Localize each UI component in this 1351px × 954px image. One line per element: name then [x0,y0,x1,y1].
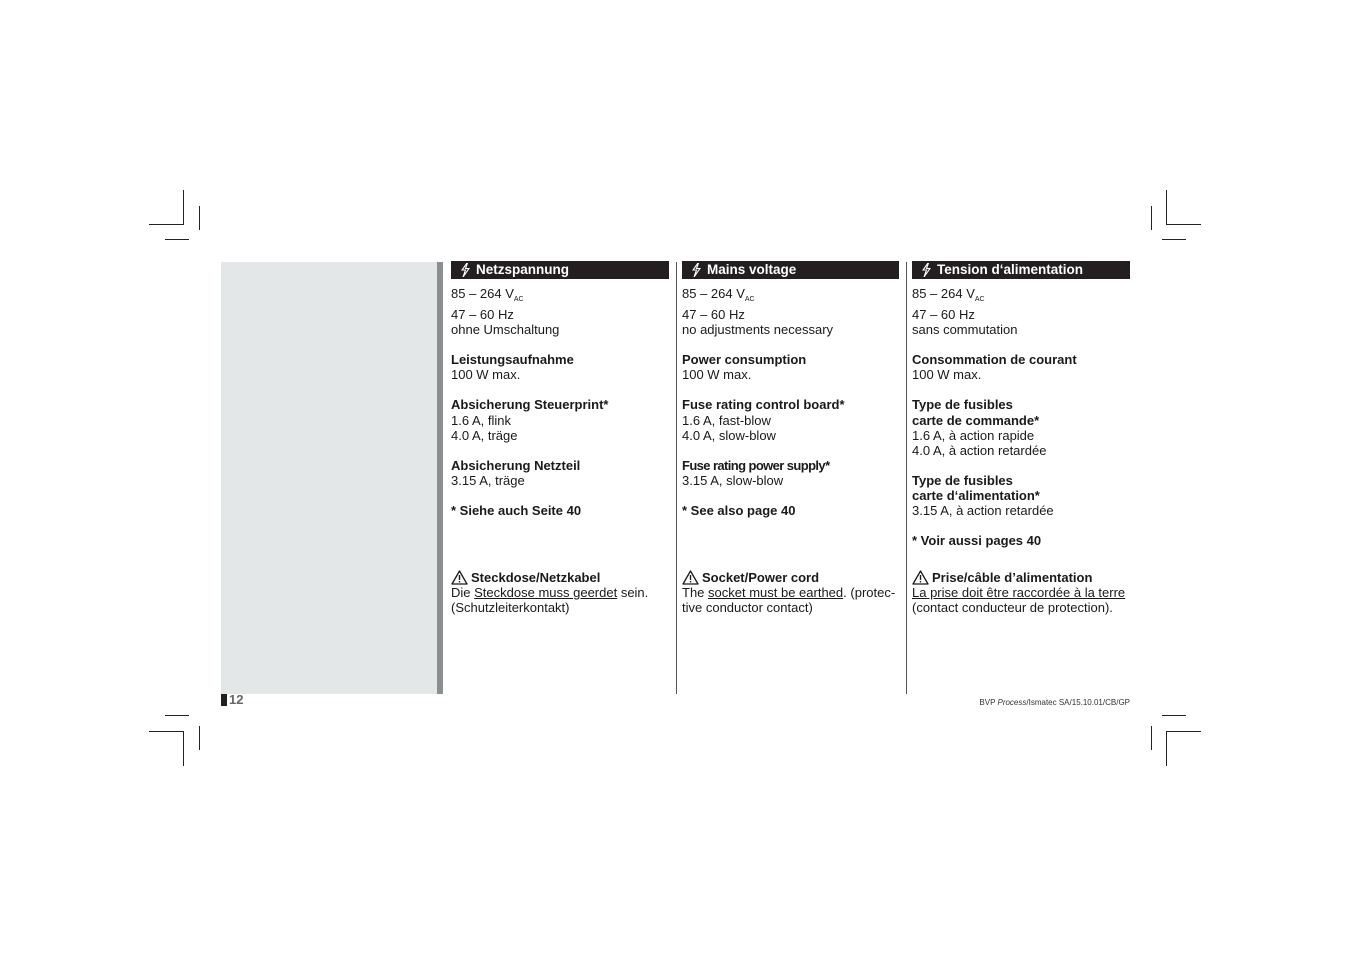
page-marker [221,694,227,706]
power-title: Power consumption [682,352,807,368]
warning-text: sein. [617,585,649,601]
fuse-board-title: carte de commande* [912,412,1040,428]
fuse-supply-value: 3.15 A, à action retardée [912,503,1054,519]
fuse-board-value: 1.6 A, à action rapide [912,427,1035,443]
warning-text: Die [451,585,475,601]
fuse-board-block [451,397,669,442]
voltage-value: 85 – 264 V [682,286,745,301]
power-value: 100 W max. [451,367,521,383]
voltage-value: 85 – 264 V [451,286,514,301]
voltage-note: ohne Umschaltung [451,322,560,338]
lightning-icon [685,263,707,277]
voltage-block [451,286,669,337]
see-also-note: * See also page 40 [682,502,796,518]
warning-emphasis: socket must be earthed [708,585,844,601]
footer-reference [979,698,1130,707]
fuse-board-title: Type de fusibles [912,397,1013,413]
section-title: Tension d‘alimentation [937,262,1084,278]
column-divider [676,262,677,694]
warning-emphasis: La prise doit être raccordée à la terre [912,585,1126,601]
fuse-board-value: 4.0 A, slow-blow [682,427,776,443]
warning-icon [912,570,929,585]
fuse-supply-value: 3.15 A, slow-blow [682,472,784,488]
warning-german [451,570,673,615]
power-block [912,352,1130,382]
warning-text: The [682,585,709,601]
voltage-note: sans commutation [912,322,1018,338]
column-german [451,261,669,518]
voltage-sub: AC [513,296,524,303]
voltage-block [912,286,1130,337]
voltage-sub: AC [744,296,755,303]
voltage-value: 85 – 264 V [912,286,975,301]
column-divider [906,262,907,694]
warning-text: (contact conducteur de protection). [912,600,1113,616]
fuse-supply-block [912,473,1130,518]
power-title: Consommation de courant [912,352,1077,368]
warning-title: Prise/câble d’alimentation [932,570,1093,585]
lightning-icon [915,263,937,277]
power-block [451,352,669,382]
warning-title: Steckdose/Netzkabel [471,570,601,585]
fuse-supply-title: Type de fusibles [912,472,1013,488]
section-title: Mains voltage [707,262,797,278]
fuse-board-value: 4.0 A, träge [451,427,518,443]
lightning-icon [454,263,476,277]
warning-text: tive conductor contact) [682,600,813,616]
section-title: Netzspannung [476,262,569,278]
side-panel [221,262,437,694]
fuse-board-value: 1.6 A, flink [451,412,511,428]
warning-icon [451,570,468,585]
warning-french [912,570,1137,615]
power-value: 100 W max. [912,367,982,383]
fuse-board-block [682,397,899,442]
fuse-board-block [912,397,1130,457]
side-panel-bar [437,262,443,694]
warning-english [682,570,904,615]
fuse-board-value: 4.0 A, à action retardée [912,442,1047,458]
fuse-board-value: 1.6 A, fast-blow [682,412,771,428]
section-header [912,261,1130,279]
column-french [912,261,1130,548]
warning-emphasis: Steckdose muss geerdet [474,585,618,601]
fuse-supply-title: carte d‘alimentation* [912,487,1040,503]
fuse-supply-value: 3.15 A, träge [451,472,525,488]
warning-text: (Schutzleiterkontakt) [451,600,570,616]
voltage-sub: AC [974,296,985,303]
frequency-value: 47 – 60 Hz [682,307,745,323]
warning-icon [682,570,699,585]
fuse-board-title: Fuse rating control board* [682,397,845,413]
frequency-value: 47 – 60 Hz [451,307,514,323]
voltage-block [682,286,899,337]
voltage-note: no adjustments necessary [682,322,834,338]
fuse-supply-title: Fuse rating power supply* [682,457,830,473]
fuse-supply-block [682,458,899,488]
footer-text: BVP [979,698,998,707]
frequency-value: 47 – 60 Hz [912,307,975,323]
fuse-supply-title: Absicherung Netzteil [451,457,581,473]
see-also-note: * Voir aussi pages 40 [912,533,1042,549]
fuse-board-title: Absicherung Steuerprint* [451,397,609,413]
power-block [682,352,899,382]
power-title: Leistungsaufnahme [451,352,574,368]
section-header [682,261,899,279]
see-also-note: * Siehe auch Seite 40 [451,502,582,518]
fuse-supply-block [451,458,669,488]
section-header [451,261,669,279]
warning-title: Socket/Power cord [702,570,820,585]
footer-text-italic: Process [997,698,1027,707]
page-number-text: 12 [229,692,244,707]
footer-text: /Ismatec SA/15.10.01/CB/GP [1026,698,1130,707]
warning-text: . (protec- [843,585,896,601]
column-english [682,261,899,518]
page-number [221,692,243,707]
power-value: 100 W max. [682,367,752,383]
